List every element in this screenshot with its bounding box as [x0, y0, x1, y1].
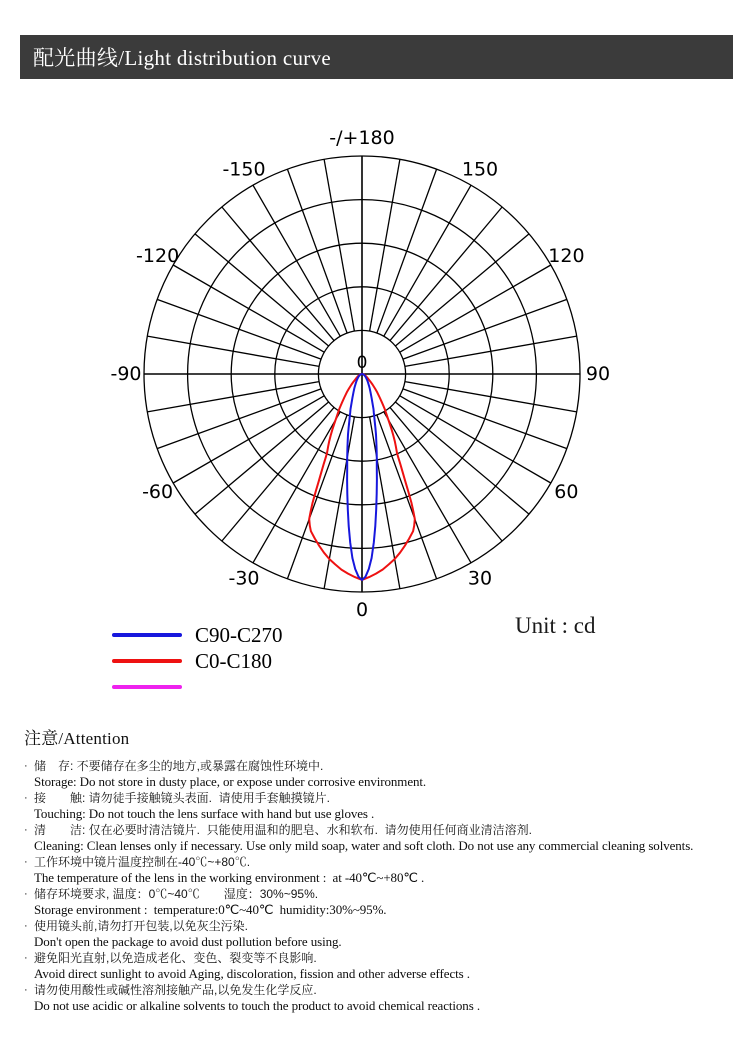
attention-item-en: The temperature of the lens in the working environment : at -40℃~+80℃ .: [34, 869, 425, 885]
bullet-dot: ·: [24, 984, 28, 996]
legend-swatch-extra: [112, 685, 182, 689]
legend-row-c0-c180: [112, 648, 283, 674]
grid-spoke: [405, 382, 577, 412]
bullet-dot: ·: [24, 920, 28, 932]
angle-label: -150: [222, 158, 266, 181]
grid-spoke: [400, 396, 551, 483]
grid-spoke: [377, 169, 437, 333]
attention-item-en: Do not use acidic or alkaline solvents to touch the product to avoid chemical reactions .: [34, 997, 480, 1013]
angle-label: 30: [467, 567, 493, 590]
attention-item: [24, 952, 746, 981]
grid-spoke: [157, 389, 321, 449]
grid-spoke: [147, 336, 319, 366]
legend-label-c0-c180: C0-C180: [195, 648, 273, 673]
attention-item-zh: 清 洁: 仅在必要时清洁镜片. 只能使用温和的肥皂、水和软布. 请勿使用任何商业清洁溶剂.: [34, 823, 533, 837]
legend-swatch-c90-c270: [112, 633, 182, 637]
grid-spoke: [173, 265, 324, 352]
page-title: 配光曲线/Light distribution curve: [33, 46, 332, 70]
angle-label: -/+180: [329, 127, 395, 149]
grid-spoke: [253, 185, 340, 336]
grid-spoke: [222, 207, 334, 341]
angle-label: -60: [142, 481, 174, 503]
legend-row-extra: [112, 674, 283, 700]
grid-spoke: [324, 159, 354, 331]
legend-swatch-c0-c180: [112, 659, 182, 663]
grid-spoke: [222, 407, 334, 541]
grid-spoke: [395, 234, 529, 346]
grid-spoke: [253, 412, 340, 563]
grid-spoke: [147, 382, 319, 412]
grid-spoke: [377, 415, 437, 579]
attention-list: [24, 760, 746, 1013]
attention-item-zh: 使用镜头前,请勿打开包装,以免灰尘污染.: [34, 919, 249, 933]
angle-label: 0: [355, 599, 369, 620]
grid-spoke: [400, 265, 551, 352]
attention-item-zh: 避免阳光直射,以免造成老化、变色、裂变等不良影响.: [34, 951, 317, 965]
attention-item: [24, 984, 746, 1013]
attention-item: [24, 824, 746, 853]
grid-spoke: [287, 415, 347, 579]
bullet-dot: ·: [24, 824, 28, 836]
grid-spoke: [384, 185, 471, 336]
attention-item-en: Avoid direct sunlight to avoid Aging, discoloration, fission and other adverse effects .: [34, 965, 470, 981]
grid-spoke: [195, 234, 329, 346]
angle-label: -120: [136, 245, 180, 267]
attention-item-zh: 储存环境要求, 温度：0℃~40℃ 湿度：30%~95%.: [34, 887, 319, 901]
grid-spoke: [403, 389, 567, 449]
attention-item: [24, 760, 746, 789]
grid-spoke: [390, 407, 502, 541]
grid-spoke: [157, 299, 321, 359]
light-distribution-polar-chart: [0, 105, 750, 620]
bullet-dot: ·: [24, 760, 28, 772]
grid-spoke: [195, 402, 329, 514]
angle-label: 90: [585, 363, 611, 385]
grid-spoke: [405, 336, 577, 366]
bullet-dot: ·: [24, 888, 28, 900]
grid-spoke: [403, 299, 567, 359]
legend-row-c90-c270: [112, 622, 283, 648]
attention-heading: 注意/Attention: [24, 729, 130, 748]
grid-spoke: [173, 396, 324, 483]
legend-label-c90-c270: C90-C270: [195, 622, 283, 647]
bullet-dot: ·: [24, 792, 28, 804]
attention-item-zh: 请勿使用酸性或碱性溶剂接触产品,以免发生化学反应.: [34, 983, 317, 997]
grid-spoke: [287, 169, 347, 333]
angle-label: 120: [548, 245, 585, 267]
attention-item-zh: 储 存: 不要储存在多尘的地方,或暴露在腐蚀性环境中.: [34, 759, 324, 773]
unit-label: Unit : cd: [515, 613, 596, 638]
angle-label: -30: [228, 567, 260, 590]
angle-label: 150: [461, 158, 499, 181]
radial-zero-label: 0: [356, 353, 368, 373]
attention-item-en: Storage: Do not store in dusty place, or expose under corrosive environment.: [34, 773, 427, 789]
attention-item: [24, 856, 746, 885]
attention-item-en: Storage environment : temperature:0℃~40℃ humidity:30%~95%.: [34, 901, 387, 917]
attention-item-zh: 工作环境中镜片温度控制在-40℃~+80℃.: [34, 855, 251, 869]
bullet-dot: ·: [24, 952, 28, 964]
attention-item-en: Cleaning: Clean lenses only if necessary. Use only mild soap, water and soft cloth. Do not use any commercial cleaning solvents.: [34, 837, 694, 853]
grid-spoke: [384, 412, 471, 563]
header-banner: [20, 35, 733, 79]
attention-item-en: Don't open the package to avoid dust pollution before using.: [34, 933, 342, 949]
attention-item: [24, 920, 746, 949]
grid-spoke: [390, 207, 502, 341]
attention-item-en: Touching: Do not touch the lens surface with hand but use gloves .: [34, 805, 375, 821]
grid-spoke: [395, 402, 529, 514]
angle-label: -90: [110, 363, 142, 385]
attention-item: [24, 792, 746, 821]
chart-legend: [112, 622, 283, 700]
attention-item-zh: 接 触: 请勿徒手接触镜头表面. 请使用手套触摸镜片.: [34, 791, 331, 805]
grid-spoke: [370, 159, 400, 331]
attention-item: [24, 888, 746, 917]
angle-label: 60: [554, 481, 579, 503]
bullet-dot: ·: [24, 856, 28, 868]
attention-section: [24, 724, 746, 1016]
